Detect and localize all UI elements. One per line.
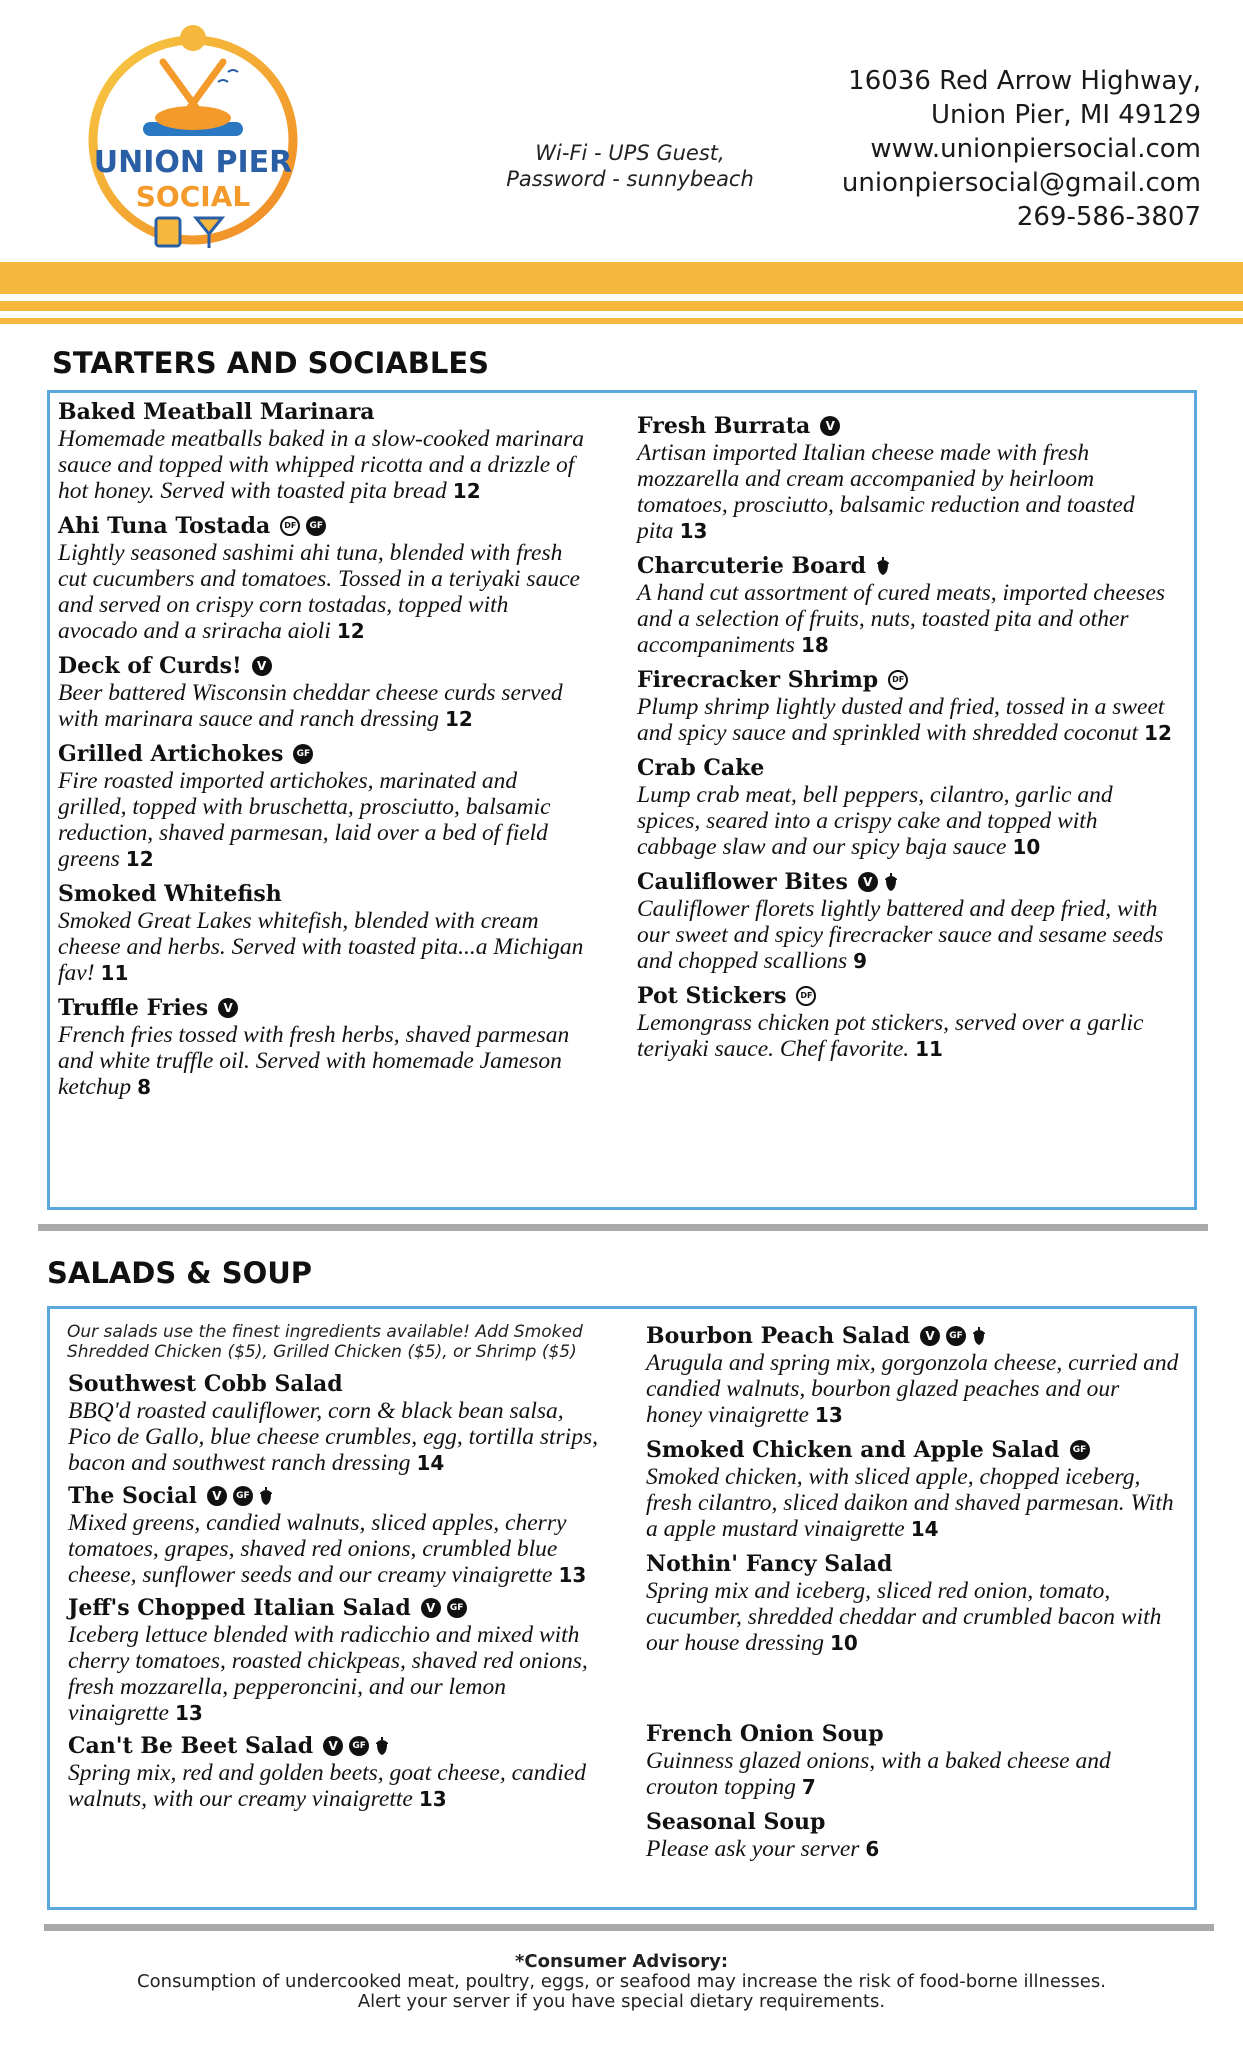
menu-item-name-row [637,666,1177,694]
menu-item-name-row [68,1594,598,1622]
menu-item-price: 11 [100,961,129,985]
menu-item-price: 13 [418,1787,447,1811]
menu-item-description-block [68,1760,598,1812]
menu-item-name-row [646,1550,1181,1578]
menu-item-name: Jeff's Chopped Italian Salad [68,1595,411,1621]
menu-item-name: Seasonal Soup [646,1809,826,1835]
header-band-mid [0,301,1243,311]
menu-item [58,740,588,872]
dietary-badges [280,516,326,536]
menu-item-description: Guinness glazed onions, with a baked cheese and crouton topping [646,1748,1111,1800]
menu-item [58,994,588,1100]
acorn-icon [972,1326,986,1346]
dietary-badges [293,744,313,764]
salads-right-column [646,1322,1181,1656]
v-badge-icon: V [421,1598,441,1618]
menu-item-price: 12 [452,479,481,503]
menu-item [646,1550,1181,1656]
menu-item-name-row [68,1482,598,1510]
dietary-badges [218,998,238,1018]
menu-item-description: A hand cut assortment of cured meats, imported cheeses and a selection of fruits, nuts, toasted pita and other accompaniments [637,580,1166,658]
menu-item [646,1322,1181,1428]
address-line2: Union Pier, MI 49129 [930,100,1201,130]
logo [78,22,308,262]
menu-item-name-row [68,1732,598,1760]
df-badge-icon: DF [280,516,300,536]
menu-item-description: Spring mix and iceberg, sliced red onion, tomato, cucumber, shredded cheddar and crumbled bacon with our house dressing [646,1578,1162,1656]
menu-item-name: The Social [68,1483,197,1509]
menu-item-price: 13 [558,1563,587,1587]
menu-item-description-block [637,694,1177,746]
menu-item-description: Artisan imported Italian cheese made with fresh mozzarella and cream accompanied by heirloom tomatoes, prosciutto, balsamic reduction and toasted pita [637,440,1135,544]
gf-badge-icon: GF [293,744,313,764]
v-badge-icon: V [920,1326,940,1346]
menu-item-description-block [58,1022,588,1100]
v-badge-icon: V [820,416,840,436]
menu-item-description-block [646,1578,1181,1656]
dietary-badges [1070,1440,1090,1460]
v-badge-icon: V [252,656,272,676]
salads-left-column [68,1370,598,1812]
gf-badge-icon: GF [233,1486,253,1506]
dietary-badges [876,556,890,576]
menu-item-name: Crab Cake [637,755,765,781]
menu-item-name: Smoked Chicken and Apple Salad [646,1437,1060,1463]
menu-item-description-block [68,1510,598,1588]
menu-item-price: 14 [416,1451,445,1475]
menu-item-name-row [58,512,588,540]
menu-item-price: 10 [1012,835,1041,859]
menu-item-description-block [646,1350,1181,1428]
menu-item-description-block [646,1748,1181,1800]
menu-item-name: Charcuterie Board [637,553,867,579]
menu-item-price: 18 [800,633,829,657]
menu-item-description-block [58,540,588,644]
menu-item-name: Ahi Tuna Tostada [58,513,271,539]
section-divider [38,1224,1208,1231]
menu-item-name-row [58,994,588,1022]
menu-item [646,1808,1181,1862]
advisory-line2: Alert your server if you have special dietary requirements. [357,1991,886,2012]
menu-item-name-row [646,1436,1181,1464]
menu-item [637,666,1177,746]
menu-item-description: Mixed greens, candied walnuts, sliced apples, cherry tomatoes, grapes, shaved red onions, crumbled blue cheese, sunflower seeds and our creamy vinaigrette [68,1510,567,1588]
gf-badge-icon: GF [1070,1440,1090,1460]
menu-item-price: 12 [445,707,473,731]
menu-item-name: French Onion Soup [646,1721,884,1747]
menu-item-description: Iceberg lettuce blended with radicchio and mixed with cherry tomatoes, roasted chickpeas, shaved red onions, fresh mozzarella, pepperoncini, and our lemon vinaigrette [68,1622,588,1726]
menu-item-description: Lightly seasoned sashimi ahi tuna, blended with fresh cut cucumbers and tomatoes. Tossed in a teriyaki sauce and served on crispy corn tostadas, topped with avocado and a sriracha aioli [58,540,580,644]
logo-line1: UNION PIER [93,145,293,180]
menu-item [68,1370,598,1476]
df-badge-icon: DF [888,670,908,690]
advisory-title: *Consumer Advisory: [514,1951,729,1972]
menu-item-description: Smoked chicken, with sliced apple, chopped iceberg, fresh cilantro, sliced daikon and shaved parmesan. With a apple mustard vinaigrette [646,1464,1174,1542]
menu-item [58,652,588,732]
menu-item [637,754,1177,860]
menu-item-description-block [58,680,588,732]
consumer-advisory [0,1952,1243,2012]
menu-item-name: Firecracker Shrimp [637,667,879,693]
menu-item-name: Smoked Whitefish [58,881,282,907]
menu-item-description-block [637,896,1177,974]
menu-item-description-block [637,580,1177,658]
menu-item-description-block [58,908,588,986]
menu-item [68,1482,598,1588]
v-badge-icon: V [207,1486,227,1506]
menu-item-price: 9 [853,949,868,973]
menu-item-name-row [58,740,588,768]
menu-item [58,398,588,504]
menu-item-description-block [646,1464,1181,1542]
menu-item [58,880,588,986]
menu-item [637,412,1177,544]
menu-item-price: 6 [865,1837,880,1861]
dietary-badges [920,1326,986,1346]
wifi-network: Wi-Fi - UPS Guest, [535,141,725,165]
menu-item-price: 14 [910,1517,939,1541]
menu-item-price: 8 [137,1075,151,1099]
acorn-icon [375,1736,389,1756]
acorn-icon [876,556,890,576]
menu-item-name: Cauliflower Bites [637,869,848,895]
menu-item-name-row [646,1322,1181,1350]
menu-item-name: Deck of Curds! [58,653,242,679]
menu-item-price: 12 [336,619,365,643]
dietary-badges [323,1736,389,1756]
menu-item-description-block [58,426,588,504]
menu-item-description: Homemade meatballs baked in a slow-cooked marinara sauce and topped with whipped ricotta and a drizzle of hot honey. Served with toasted pita bread [58,426,585,504]
menu-item [646,1436,1181,1542]
address-line1: 16036 Red Arrow Highway, [848,66,1201,96]
contact-info [842,64,1201,234]
soups-column [646,1720,1181,1862]
header-band-thin [0,318,1243,324]
wifi-info [480,140,780,192]
menu-item-name: Fresh Burrata [637,413,811,439]
website-link[interactable]: www.unionpiersocial.com [870,134,1201,164]
v-badge-icon: V [858,872,878,892]
menu-item-name: Nothin' Fancy Salad [646,1551,893,1577]
menu-item-description: Spring mix, red and golden beets, goat cheese, candied walnuts, with our creamy vinaigrette [68,1760,586,1812]
dietary-badges [820,416,840,436]
menu-item-name-row [637,552,1177,580]
menu-item-name: Southwest Cobb Salad [68,1371,343,1397]
menu-item-name-row [58,398,588,426]
menu-item-description-block [646,1836,1181,1862]
menu-item [637,868,1177,974]
menu-item-description-block [637,782,1177,860]
menu-item-name-row [637,412,1177,440]
dietary-badges [858,872,898,892]
footer-divider [44,1924,1214,1931]
header-band-thick [0,262,1243,294]
menu-item-price: 12 [1144,721,1172,745]
starters-left-column [58,398,588,1100]
menu-item-description: Lump crab meat, bell peppers, cilantro, garlic and spices, seared into a crispy cake and topped with cabbage slaw and our spicy baja sauce [637,782,1113,860]
menu-item-name-row [637,982,1177,1010]
starters-title: STARTERS AND SOCIABLES [52,346,490,380]
df-badge-icon: DF [796,986,816,1006]
menu-item-name-row [646,1720,1181,1748]
v-badge-icon: V [323,1736,343,1756]
menu-item-description: Plump shrimp lightly dusted and fried, tossed in a sweet and spicy sauce and sprinkled with shredded coconut [637,694,1165,746]
menu-item-name: Pot Stickers [637,983,787,1009]
logo-line2: SOCIAL [135,180,251,213]
acorn-icon [259,1486,273,1506]
menu-item-description-block [637,1010,1177,1062]
menu-item-description: Cauliflower florets lightly battered and deep fried, with our sweet and spicy firecracker sauce and sesame seeds and chopped scallions [637,896,1164,974]
menu-item-description: BBQ'd roasted cauliflower, corn & black bean salsa, Pico de Gallo, blue cheese crumbles, egg, tortilla strips, bacon and southwest ranch dressing [68,1398,598,1476]
menu-item-name: Bourbon Peach Salad [646,1323,910,1349]
menu-item-description-block [68,1398,598,1476]
phone-number[interactable]: 269-586-3807 [1016,202,1201,232]
dietary-badges [888,670,908,690]
menu-item-name: Baked Meatball Marinara [58,399,375,425]
menu-item-name-row [637,754,1177,782]
menu-item-name-row [58,652,588,680]
gf-badge-icon: GF [306,516,326,536]
menu-item-name: Truffle Fries [58,995,209,1021]
menu-item-price: 11 [915,1037,943,1061]
gf-badge-icon: GF [946,1326,966,1346]
menu-item-name-row [58,880,588,908]
menu-item-description: Fire roasted imported artichokes, marinated and grilled, topped with bruschetta, prosciutto, balsamic reduction, shaved parmesan, laid over a bed of field greens [58,768,551,872]
menu-item-price: 13 [174,1701,203,1725]
menu-item-name: Can't Be Beet Salad [68,1733,314,1759]
menu-item-description: Lemongrass chicken pot stickers, served over a garlic teriyaki sauce. Chef favorite. [637,1010,1144,1062]
menu-item [68,1594,598,1726]
dietary-badges [421,1598,467,1618]
email-link[interactable]: unionpiersocial@gmail.com [841,168,1201,198]
menu-item [637,552,1177,658]
menu-item-price: 7 [801,1775,816,1799]
menu-item-description-block [637,440,1177,544]
menu-item-description: Please ask your server [646,1836,860,1862]
menu-item-name-row [68,1370,598,1398]
menu-item-description: Arugula and spring mix, gorgonzola cheese, curried and candied walnuts, bourbon glazed peaches and our honey vinaigrette [646,1350,1179,1428]
menu-item-price: 10 [830,1631,858,1655]
salads-title: SALADS & SOUP [47,1256,313,1290]
menu-item-description-block [58,768,588,872]
menu-item [58,512,588,644]
menu-item-price: 13 [679,519,708,543]
menu-item-name-row [646,1808,1181,1836]
menu-item-price: 12 [125,847,154,871]
menu-item-description: Beer battered Wisconsin cheddar cheese curds served with marinara sauce and ranch dressing [58,680,563,732]
dietary-badges [207,1486,273,1506]
menu-item-description: French fries tossed with fresh herbs, shaved parmesan and white truffle oil. Served with homemade Jameson ketchup [58,1022,570,1100]
starters-right-column [637,412,1177,1062]
menu-item-description: Smoked Great Lakes whitefish, blended with cream cheese and herbs. Served with toasted pita...a Michigan fav! [58,908,584,986]
gf-badge-icon: GF [447,1598,467,1618]
gf-badge-icon: GF [349,1736,369,1756]
v-badge-icon: V [218,998,238,1018]
menu-item-description-block [68,1622,598,1726]
menu-item [68,1732,598,1812]
menu-item-name-row [637,868,1177,896]
advisory-line1: Consumption of undercooked meat, poultry, eggs, or seafood may increase the risk of food-borne illnesses. [137,1971,1106,1992]
wifi-password: Password - sunnybeach [506,167,754,191]
menu-item [646,1720,1181,1800]
dietary-badges [252,656,272,676]
menu-item-name: Grilled Artichokes [58,741,284,767]
salads-note: Our salads use the finest ingredients available! Add Smoked Shredded Chicken ($5), Grilled Chicken ($5), or Shrimp ($5) [67,1322,583,1362]
menu-item-price: 13 [814,1403,843,1427]
menu-item [637,982,1177,1062]
dietary-badges [796,986,816,1006]
acorn-icon [884,872,898,892]
